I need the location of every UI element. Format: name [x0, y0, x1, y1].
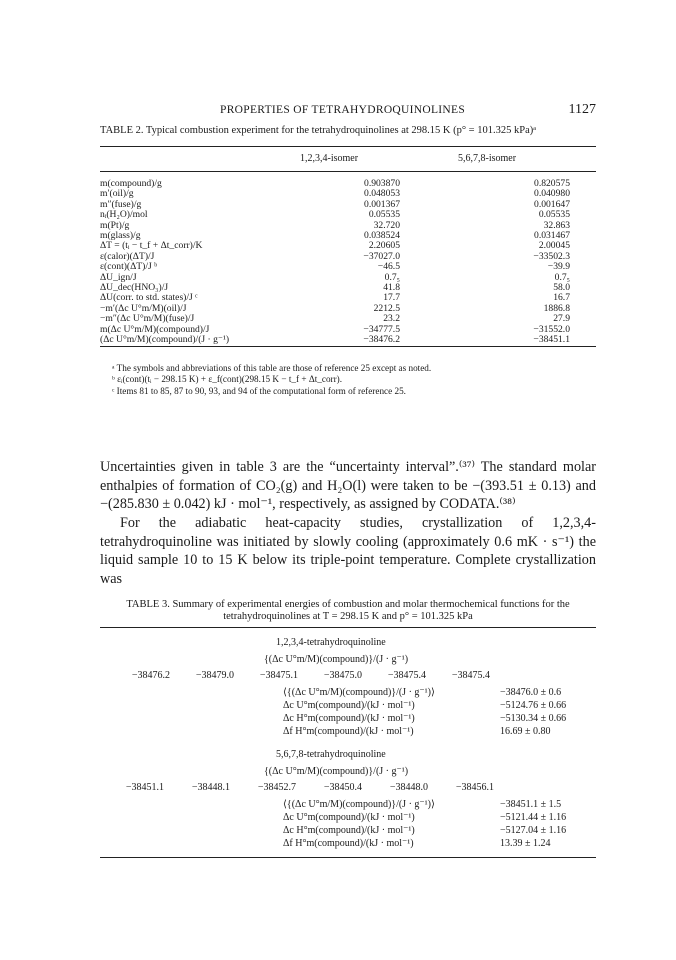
table3-s1-mean-value: −5130.34 ± 0.66	[500, 713, 567, 724]
table3-s1-mean-value: 16.69 ± 0.80	[500, 726, 551, 737]
table3-s2-value: −38452.7	[257, 782, 296, 793]
table2-row-label: ε(calor)(ΔT)/J	[100, 250, 155, 262]
table3-s1-mean-label: Δf H°m(compound)/(kJ · mol⁻¹)	[283, 726, 414, 737]
table2-row-label: ΔU(corr. to std. states)/J ᶜ	[100, 292, 198, 304]
table3-s2-mean-value: −5127.04 ± 1.16	[500, 825, 567, 836]
table3-s1-value: −38475.4	[387, 670, 426, 681]
table2-cell-isomer-1234: 2212.5	[373, 302, 400, 314]
table2-cell-isomer-1234: 17.7	[383, 292, 400, 304]
table2-row-label: nᵢ(H₂O)/mol	[100, 209, 148, 221]
table2-row-label: −m′(Δc U°m/M)(oil)/J	[100, 302, 187, 314]
table2-cell-isomer-1234: −37027.0	[363, 250, 400, 262]
running-head-title: PROPERTIES OF TETRAHYDROQUINOLINES	[220, 104, 466, 116]
table3-s1-value: −38475.4	[451, 670, 490, 681]
table3-s2-value: −38448.0	[389, 782, 428, 793]
table3-s1-mean-label: ⟨{(Δc U°m/M)(compound)}/(J · g⁻¹)⟩	[283, 687, 435, 698]
table2-cell-isomer-1234: 41.8	[383, 282, 400, 293]
table3-s1-mean-value: −5124.76 ± 0.66	[500, 700, 567, 711]
table2-cell-isomer-5678: 0.040980	[534, 188, 570, 200]
table2-cell-isomer-1234: 23.2	[383, 313, 400, 325]
body-paragraph-2: For the adiabatic heat-capacity studies, crystallization of 1,2,3,4-tetrahydroquinoline was initiated by slowly cooling (approximately 0.6 mK · s⁻¹) the liquid sample 10 to 15 K below its triple-point temperature. Complete crystallization was	[100, 515, 596, 587]
table3-s2-value: −38450.4	[323, 782, 362, 793]
table2-cell-isomer-1234: 0.001367	[364, 198, 400, 210]
table3-section1-title: 1,2,3,4-tetrahydroquinoline	[276, 637, 386, 648]
table2-bottom-rule	[100, 346, 596, 347]
table2-cell-isomer-1234: 0.038524	[364, 230, 400, 241]
table3-bottom-rule	[100, 857, 596, 858]
table2-row-label: m(Δc U°m/M)(compound)/J	[100, 323, 210, 335]
table3-section2-title: 5,6,7,8-tetrahydroquinoline	[276, 749, 386, 760]
table3-s2-value: −38448.1	[191, 782, 230, 793]
table2-row-label: m(Pt)/g	[100, 219, 130, 231]
table3-s2-mean-label: Δf H°m(compound)/(kJ · mol⁻¹)	[283, 838, 414, 849]
table2-caption: TABLE 2. Typical combustion experiment for the tetrahydroquinolines at 298.15 K (p° = 101.325 kPa)ᵃ	[100, 125, 537, 136]
table2-cell-isomer-1234: 0.7₅	[384, 271, 400, 283]
table2-cell-isomer-5678: −39.9	[547, 261, 570, 273]
table3-s2-mean-value: 13.39 ± 1.24	[500, 838, 551, 849]
table3-caption-line2: tetrahydroquinolines at T = 298.15 K and p° = 101.325 kPa	[223, 611, 473, 622]
table2-cell-isomer-5678: 0.820575	[534, 178, 570, 189]
table2-cell-isomer-5678: 2.00045	[538, 240, 570, 252]
table3-s2-mean-value: −38451.1 ± 1.5	[500, 799, 562, 810]
table3-section1-subheading: {(Δc U°m/M)(compound)}/(J · g⁻¹)	[264, 654, 409, 665]
table3-s2-mean-value: −5121.44 ± 1.16	[500, 812, 567, 823]
table3-s2-value: −38451.1	[125, 782, 164, 793]
table3-s1-value: −38479.0	[195, 670, 234, 681]
table2-row-label: ΔU_dec(HNO₃)/J	[100, 282, 169, 293]
table3-section2-subheading: {(Δc U°m/M)(compound)}/(J · g⁻¹)	[264, 766, 409, 777]
table3-s1-mean-label: Δc U°m(compound)/(kJ · mol⁻¹)	[283, 700, 415, 711]
table3-s1-value: −38475.0	[323, 670, 362, 681]
table3-s1-value: −38475.1	[259, 670, 298, 681]
table2-header-rule	[100, 171, 596, 172]
table2-footnote-c: ᶜ Items 81 to 85, 87 to 90, 93, and 94 of the computational form of reference 25.	[112, 386, 406, 396]
table2-row-label: ΔT = (tᵢ − t_f + Δt_corr)/K	[100, 240, 203, 252]
table2-row-label: m′(oil)/g	[100, 188, 134, 200]
table2-row-label: m(compound)/g	[100, 178, 162, 189]
table2-col1-header: 1,2,3,4-isomer	[300, 153, 359, 164]
page-number: 1127	[568, 102, 596, 117]
table2-cell-isomer-5678: 16.7	[553, 292, 570, 304]
table2-footnote-b: ᵇ εᵢ(cont)(tᵢ − 298.15 K) + ε_f(cont)(298.15 K − t_f + Δt_corr).	[112, 374, 343, 384]
table2-row-label: ΔU_ign/J	[100, 271, 137, 283]
body-paragraph-1: Uncertainties given in table 3 are the “uncertainty interval”.⁽³⁷⁾ The standard molar enthalpies of formation of CO₂(g) and H₂O(l) were taken to be −(393.51 ± 0.13) and −(285.830 ± 0.042) kJ · mol⁻¹, respectively, as assigned by CODATA.⁽³⁸⁾	[100, 459, 596, 512]
table3-caption-line1: TABLE 3. Summary of experimental energies of combustion and molar thermochemical functions for the	[126, 599, 570, 610]
table2-cell-isomer-5678: −38451.1	[533, 334, 570, 345]
table2-cell-isomer-1234: −46.5	[377, 261, 400, 273]
table2-footnote-a: ᵃ The symbols and abbreviations of this table are those of reference 25 except as noted.	[112, 363, 432, 373]
table2-cell-isomer-5678: 32.863	[543, 219, 570, 231]
table3-s2-mean-label: ⟨{(Δc U°m/M)(compound)}/(J · g⁻¹)⟩	[283, 799, 435, 810]
table2-row-label: (Δc U°m/M)(compound)/(J · g⁻¹)	[100, 334, 230, 345]
table3-s2-mean-label: Δc H°m(compound)/(kJ · mol⁻¹)	[283, 825, 415, 836]
table2-top-rule	[100, 146, 596, 147]
table3-s2-value: −38456.1	[455, 782, 494, 793]
running-head	[100, 104, 596, 120]
table2-row-label: m″(fuse)/g	[100, 198, 142, 210]
table2-cell-isomer-5678: 0.7₅	[554, 271, 570, 283]
table2-cell-isomer-5678: −31552.0	[533, 323, 570, 335]
table2-cell-isomer-1234: −38476.2	[363, 334, 400, 345]
table2-row-label: −m″(Δc U°m/M)(fuse)/J	[100, 313, 195, 325]
table2-cell-isomer-5678: −33502.3	[533, 250, 570, 262]
table3-s2-mean-label: Δc U°m(compound)/(kJ · mol⁻¹)	[283, 812, 415, 823]
table2-cell-isomer-5678: 27.9	[553, 313, 570, 325]
table3-s1-mean-label: Δc H°m(compound)/(kJ · mol⁻¹)	[283, 713, 415, 724]
table2-cell-isomer-1234: 2.20605	[368, 240, 400, 252]
table2-col2-header: 5,6,7,8-isomer	[458, 153, 517, 164]
table3-s1-mean-value: −38476.0 ± 0.6	[500, 687, 562, 698]
table2-cell-isomer-1234: 0.903870	[364, 178, 400, 189]
table2-cell-isomer-5678: 1886.8	[543, 302, 570, 314]
table3-s1-value: −38476.2	[131, 670, 170, 681]
table2-cell-isomer-1234: 0.048053	[364, 188, 400, 200]
table2-cell-isomer-5678: 0.05535	[538, 209, 570, 221]
table2-row-label: ε(cont)(ΔT)/J ᵇ	[100, 261, 158, 273]
table2-cell-isomer-5678: 0.001647	[534, 198, 570, 210]
table2-row-label: m(glass)/g	[100, 230, 141, 241]
table2-cell-isomer-1234: −34777.5	[363, 323, 400, 335]
table2-cell-isomer-5678: 58.0	[553, 282, 570, 293]
table2-cell-isomer-1234: 32.720	[373, 219, 400, 231]
table2-cell-isomer-5678: 0.031467	[534, 230, 570, 241]
table3-top-rule	[100, 627, 596, 628]
table2-cell-isomer-1234: 0.05535	[368, 209, 400, 221]
